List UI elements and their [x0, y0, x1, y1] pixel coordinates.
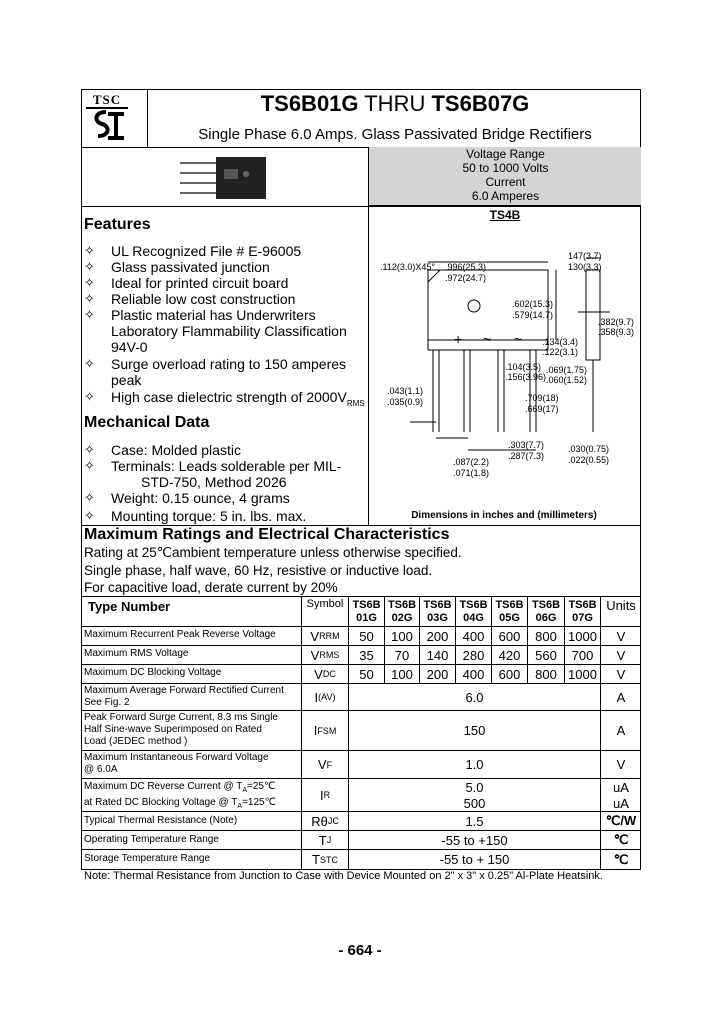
page-title: TS6B01G THRU TS6B07G	[260, 91, 530, 116]
diamond-bullet-icon: ✧	[84, 259, 95, 274]
voltage-range-box	[368, 147, 641, 206]
value-cell: 50	[359, 628, 374, 644]
diamond-bullet-icon: ✧	[84, 389, 95, 404]
thermal-note: Note: Thermal Resistance from Junction to Case with Device Mounted on 2" x 3" x 0.25" Al-Plate Heatsink.	[84, 870, 603, 882]
svg-text:~: ~	[483, 331, 492, 347]
param-label: Maximum Recurrent Peak Reverse Voltage	[84, 629, 276, 640]
feature-item: High case dielectric strength of $2000V_{RMS}$	[111, 389, 365, 408]
mechanical-item: Case: Molded plastic	[111, 442, 241, 458]
value-cell: 100	[391, 628, 413, 644]
symbol-cell: V DC	[314, 666, 336, 682]
feature-item: Surge overload rating to 150 amperes	[111, 356, 347, 372]
value-cell: 420	[498, 647, 521, 663]
value-cell: 100	[391, 666, 413, 682]
symbol-cell: I R	[319, 787, 331, 803]
dim-label: .996(25.3)	[445, 262, 487, 272]
part-header: TS6B 07G	[568, 598, 597, 624]
diamond-bullet-icon: ✧	[84, 307, 95, 322]
voltage-range-value: 50 to 1000 Volts	[462, 161, 549, 175]
dim-label: 130(3.3)	[568, 262, 602, 272]
unit-cell: uA	[613, 795, 629, 811]
value-cell: 280	[462, 647, 485, 663]
features-heading: Features	[84, 216, 151, 233]
value-cell: 600	[498, 666, 521, 682]
feature-item: UL Recognized File # E-96005	[111, 243, 302, 259]
unit-cell: A	[616, 689, 626, 705]
feature-item: Ideal for printed circuit board	[111, 275, 289, 291]
bridge-rectifier-image	[180, 155, 270, 205]
dim-label: .122(3.1)	[542, 347, 579, 357]
value-cell: 1000	[568, 666, 597, 682]
unit-cell: ℃/W	[605, 813, 637, 828]
param-label: Maximum DC Reverse Current @ $T_A=25℃$ at Rated DC Blocking Voltage @ $T_A=125℃$	[84, 781, 276, 810]
dimensions-note: Dimensions in inches and (millimeters)	[411, 510, 597, 521]
feature-item: Glass passivated junction	[111, 259, 270, 275]
diamond-bullet-icon: ✧	[84, 275, 95, 290]
logo-text: TSC	[92, 92, 122, 107]
svg-text:+: +	[454, 331, 463, 347]
value-cell: 560	[535, 647, 557, 663]
logo-mark-icon	[84, 106, 130, 144]
part-header: TS6B 04G	[459, 598, 488, 624]
mechanical-heading: Mechanical Data	[84, 414, 210, 431]
dim-label: .382(9.7)	[598, 317, 635, 327]
page-number: - 664 -	[338, 942, 382, 959]
param-label: Storage Temperature Range	[84, 853, 211, 864]
symbol-header: Symbol	[306, 598, 344, 610]
value-cell: 50	[359, 666, 374, 682]
dim-label: .022(0.55)	[568, 455, 610, 465]
value-cell: 500	[463, 795, 486, 811]
image-divider	[81, 206, 641, 207]
symbol-cell: T STC	[312, 852, 338, 867]
part-header: TS6B 03G	[423, 598, 452, 624]
diamond-bullet-icon: ✧	[84, 508, 95, 523]
dim-label: .287(7.3)	[508, 451, 545, 461]
current-value: 6.0 Amperes	[471, 189, 540, 203]
value-cell: 400	[462, 666, 485, 682]
diamond-bullet-icon: ✧	[84, 458, 95, 473]
value-cell: 1.0	[465, 757, 484, 772]
package-label: TS4B	[489, 208, 521, 222]
ratings-heading: Maximum Ratings and Electrical Characteristics	[84, 526, 450, 543]
component-photo	[180, 155, 270, 205]
dim-label: 147(3.7)	[568, 251, 602, 261]
symbol-cell: I (AV)	[314, 689, 336, 705]
symbol-cell: Rθ JC	[311, 813, 339, 829]
param-label: Operating Temperature Range	[84, 834, 219, 845]
svg-text:~: ~	[514, 331, 523, 347]
rating-condition: For capacitive load, derate current by 20%	[84, 580, 338, 595]
value-cell: 140	[426, 647, 449, 663]
units-header: Units	[606, 597, 636, 613]
feature-item-cont: Laboratory Flammability Classification	[111, 323, 347, 339]
symbol-cell: V RMS	[310, 647, 340, 663]
dim-label: .030(0.75)	[568, 444, 610, 454]
page-subtitle: Single Phase 6.0 Amps. Glass Passivated Bridge Rectifiers	[198, 126, 592, 143]
dim-label: .602(15.3)	[512, 299, 554, 309]
diamond-bullet-icon: ✧	[84, 356, 95, 371]
voltage-range-label: Voltage Range	[466, 147, 545, 161]
unit-cell: V	[616, 666, 626, 682]
value-cell: 400	[462, 628, 485, 644]
param-label: Typical Thermal Resistance (Note)	[84, 815, 238, 826]
unit-cell: ℃	[613, 851, 629, 867]
feature-item-cont: peak	[111, 372, 142, 388]
value-cell: 700	[571, 647, 594, 663]
symbol-cell: T J	[318, 832, 332, 848]
value-cell: -55 to +150	[441, 832, 508, 848]
part-header: TS6B 06G	[531, 598, 561, 624]
value-cell: -55 to + 150	[439, 852, 510, 867]
unit-cell: uA	[613, 779, 629, 795]
value-cell: 150	[463, 723, 486, 738]
symbol-cell: I FSM	[313, 723, 337, 738]
dim-label: .087(2.2)	[453, 457, 490, 467]
dim-label: .060(1.52)	[546, 375, 588, 385]
dim-label: .303(7.7)	[508, 440, 545, 450]
value-cell: 800	[535, 628, 557, 644]
param-label: Maximum Average Forward Rectified Current See Fig. 2	[84, 685, 284, 708]
logo-divider	[147, 89, 148, 147]
param-label: Maximum DC Blocking Voltage	[84, 667, 222, 678]
diamond-bullet-icon: ✧	[84, 291, 95, 306]
symbol-cell: V RRM	[310, 628, 340, 644]
feature-item: Plastic material has Underwriters	[111, 307, 316, 323]
value-cell: 5.0	[465, 779, 484, 795]
unit-cell: A	[616, 723, 626, 738]
tsc-logo	[84, 93, 130, 145]
diamond-bullet-icon: ✧	[84, 490, 95, 505]
diamond-bullet-icon: ✧	[84, 442, 95, 457]
value-cell: 800	[535, 666, 557, 682]
part-header: TS6B 02G	[387, 598, 417, 624]
mechanical-item: Mounting torque: 5 in. lbs. max.	[111, 508, 307, 524]
mechanical-item-cont: STD-750, Method 2026	[141, 474, 287, 490]
unit-cell: ℃	[613, 832, 629, 847]
unit-cell: V	[616, 647, 626, 663]
dim-label: .156(3.96)	[505, 372, 547, 382]
dim-label: .669(17)	[525, 404, 559, 414]
param-label: Maximum Instantaneous Forward Voltage @ 6.0A	[84, 752, 269, 775]
param-label: Maximum RMS Voltage	[84, 648, 189, 659]
unit-cell: V	[616, 757, 626, 772]
diamond-bullet-icon: ✧	[84, 243, 95, 258]
value-cell: 70	[394, 647, 410, 663]
rating-condition: Rating at 25℃ambient temperature unless otherwise specified.	[84, 545, 462, 560]
value-cell: 200	[426, 666, 449, 682]
dim-label: .112(3.0)X45°	[380, 262, 435, 272]
rating-condition: Single phase, half wave, 60 Hz, resistive or inductive load.	[84, 563, 433, 578]
dim-label: .579(14.7)	[512, 310, 554, 320]
dim-label: .104(3.5)	[505, 362, 542, 372]
dim-label: .972(24.7)	[445, 273, 487, 283]
type-number-header: Type Number	[88, 598, 171, 614]
unit-cell: V	[616, 628, 626, 644]
value-cell: 600	[498, 628, 521, 644]
dim-label: .043(1.1)	[387, 386, 424, 396]
mechanical-item: Terminals: Leads solderable per MIL-	[111, 458, 342, 474]
mechanical-item: Weight: 0.15 ounce, 4 grams	[111, 490, 290, 506]
part-header: TS6B 05G	[495, 598, 524, 624]
value-cell: 35	[359, 647, 374, 663]
value-cell: 1000	[568, 628, 597, 644]
dim-label: .035(0.9)	[387, 397, 424, 407]
part-header: TS6B 01G	[352, 598, 381, 624]
feature-item-cont: 94V-0	[111, 339, 148, 355]
value-cell: 1.5	[465, 813, 484, 829]
dim-label: .134(3.4)	[542, 337, 579, 347]
value-cell: 6.0	[465, 689, 484, 705]
dim-label: .069(1.75)	[546, 365, 588, 375]
dim-label: .358(9.3)	[598, 327, 635, 337]
current-label: Current	[485, 175, 526, 189]
value-cell: 200	[426, 628, 449, 644]
dim-label: .071(1.8)	[453, 468, 490, 478]
dim-label: .709(18)	[525, 393, 559, 403]
symbol-cell: V F	[317, 757, 333, 772]
column-divider	[368, 147, 369, 525]
param-label: Peak Forward Surge Current, 8.3 ms Single Half Sine-wave Superimposed on Rated Load (JEDEC method )	[84, 712, 278, 747]
feature-item: Reliable low cost construction	[111, 291, 296, 307]
